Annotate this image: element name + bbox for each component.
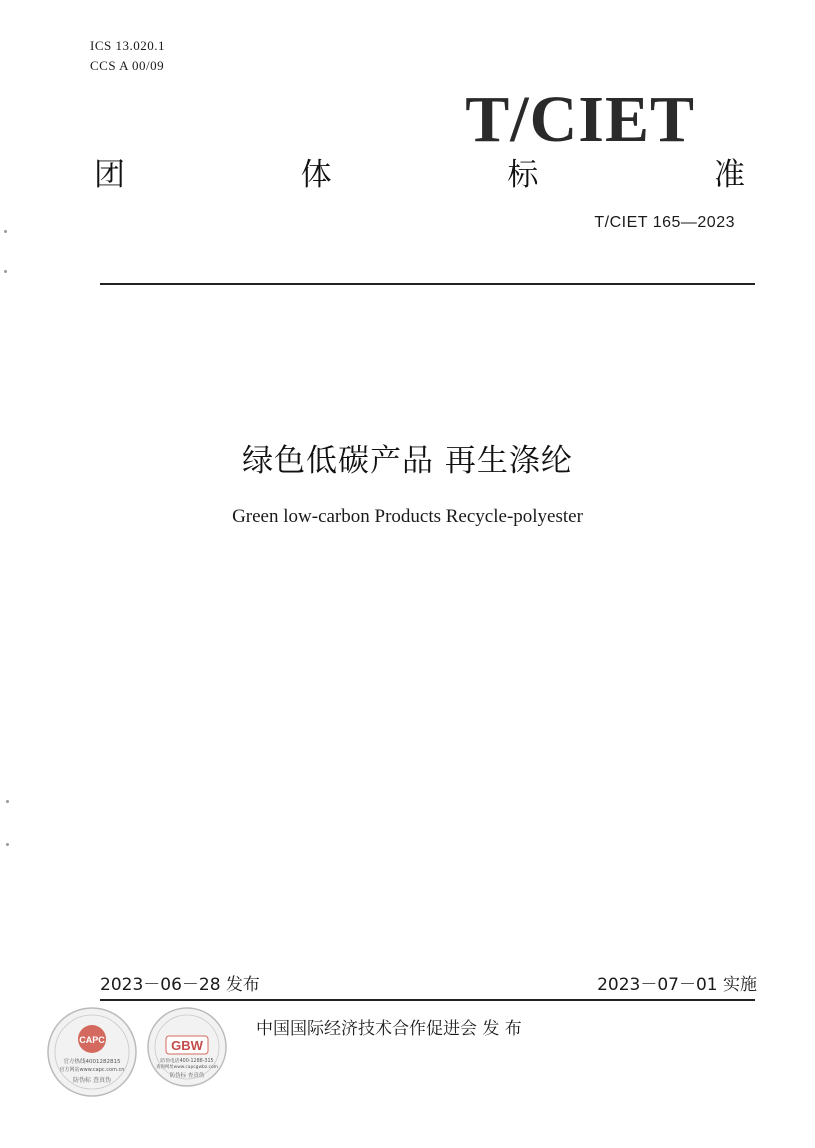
title-chinese: 绿色低碳产品 再生涤纶 bbox=[242, 443, 573, 479]
scan-speck bbox=[6, 800, 9, 803]
seal-bottom-text: 防伪标 查真伪 bbox=[169, 1073, 205, 1079]
seal-center-text: GBW bbox=[171, 1038, 203, 1053]
scan-speck bbox=[4, 230, 7, 233]
standard-kind-char: 标 bbox=[507, 156, 539, 193]
seal-icon bbox=[46, 1006, 138, 1098]
capc-anti-counterfeit-seal bbox=[46, 1006, 138, 1102]
issue-date: 2023－06－28 发布 bbox=[100, 975, 260, 995]
seal-icon bbox=[146, 1006, 228, 1088]
effective-date: 2023－07－01 实施 bbox=[597, 975, 757, 995]
seal-phone-line: 官方热线4001282815 bbox=[63, 1059, 121, 1065]
gbw-anti-counterfeit-seal bbox=[146, 1006, 228, 1092]
standard-kind-char: 准 bbox=[713, 156, 745, 193]
seal-phone-line: 防伪电话400-1288-315 bbox=[160, 1059, 214, 1064]
publisher: 中国国际经济技术合作促进会 发 布 bbox=[256, 1019, 522, 1039]
scan-speck bbox=[6, 843, 9, 846]
standard-mark: T/CIET bbox=[465, 83, 695, 156]
title-english: Green low-carbon Products Recycle-polyester bbox=[232, 506, 583, 527]
bottom-divider bbox=[100, 999, 755, 1001]
standard-kind-char: 团 bbox=[94, 156, 125, 193]
standard-number: T/CIET 165—2023 bbox=[594, 214, 735, 231]
ics-code: ICS 13.020.1 bbox=[90, 38, 165, 53]
scan-speck bbox=[4, 270, 7, 273]
standard-kind-char: 体 bbox=[300, 156, 332, 193]
seal-bottom-text: 防伪标 查真伪 bbox=[73, 1077, 111, 1084]
top-divider bbox=[100, 283, 755, 285]
seal-center-text: CAPC bbox=[79, 1035, 105, 1045]
seal-site-line: 官方网站www.capc.com.cn bbox=[59, 1067, 125, 1073]
standard-kind bbox=[94, 148, 745, 194]
ccs-code: CCS A 00/09 bbox=[90, 58, 165, 73]
seal-site-line: 查询网址www.capcgwbz.com bbox=[156, 1065, 218, 1070]
